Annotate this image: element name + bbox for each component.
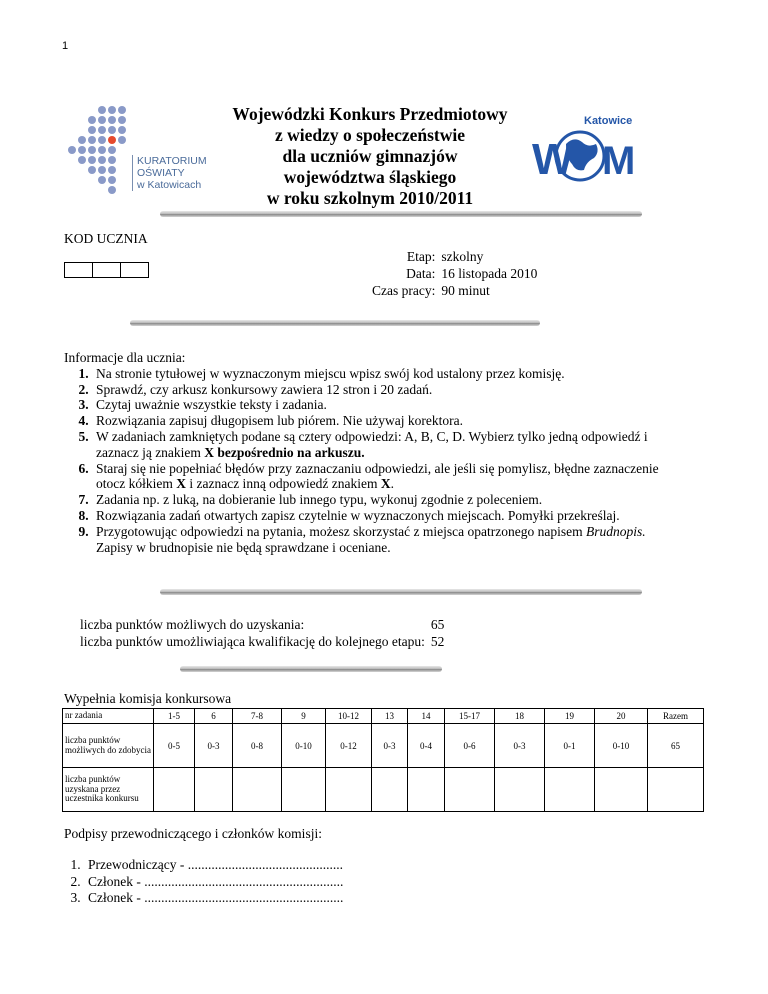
divider — [160, 211, 642, 217]
task-number-cell: 1-5 — [154, 709, 195, 724]
table-row — [63, 709, 704, 724]
qualification-label: liczba punktów umożliwiająca kwalifikację do kolejnego etapu: — [80, 634, 425, 649]
date-value: 16 listopada 2010 — [441, 266, 538, 281]
earned-points-cell[interactable] — [326, 768, 372, 812]
earned-points-cell[interactable] — [545, 768, 595, 812]
task-number-cell: 14 — [408, 709, 445, 724]
max-points-cell: 0-8 — [233, 724, 282, 768]
signature-line: 3. Członek - ........................................................... — [84, 890, 343, 907]
max-points-cell: 0-10 — [282, 724, 326, 768]
code-box[interactable] — [121, 263, 148, 277]
signature-line: 2. Członek - ........................................................... — [84, 874, 343, 891]
code-box[interactable] — [65, 263, 93, 277]
row-label: liczba punktów uzyskana przez uczestnika konkursu — [63, 768, 154, 812]
row-label: liczba punktów możliwych do zdobycia — [63, 724, 154, 768]
task-number-cell: 7-8 — [233, 709, 282, 724]
etap-value: szkolny — [441, 249, 484, 264]
instruction-text: W zadaniach zamkniętych podane są cztery odpowiedzi: A, B, C, D. Wybierz tylko jedną odpowiedź i zaznacz ją znakiem — [96, 428, 648, 460]
logo-line-3: w Katowicach — [137, 179, 202, 191]
table-row — [63, 724, 704, 768]
instruction-bold: X bezpośrednio na arkuszu. — [204, 444, 365, 460]
title-line-5: w roku szkolnym 2010/2011 — [266, 188, 474, 208]
etap-label: Etap: — [406, 249, 436, 264]
instructions-list — [64, 366, 684, 556]
earned-points-cell[interactable] — [648, 768, 704, 812]
code-box[interactable] — [93, 263, 121, 277]
kuratorium-logo — [68, 103, 218, 198]
exam-info — [372, 248, 537, 299]
instruction-bold: X — [176, 476, 186, 492]
wom-globe-icon — [528, 104, 636, 196]
earned-points-cell[interactable] — [282, 768, 326, 812]
svg-text:M: M — [602, 139, 636, 183]
qualification-value: 52 — [430, 634, 445, 649]
earned-points-cell[interactable] — [154, 768, 195, 812]
task-number-cell: 15-17 — [445, 709, 495, 724]
logo-line-2: OŚWIATY — [137, 167, 185, 179]
instruction-item: 4. Rozwiązania zapisuj długopisem lub piórem. Nie używaj korektora. — [92, 413, 684, 429]
earned-points-cell[interactable] — [372, 768, 408, 812]
task-number-cell: 6 — [195, 709, 233, 724]
max-points-cell: 0-3 — [495, 724, 545, 768]
row-label: nr zadania — [63, 709, 154, 724]
max-points-cell: 0-10 — [595, 724, 648, 768]
task-number-cell: 19 — [545, 709, 595, 724]
duration-label: Czas pracy: — [372, 283, 436, 298]
points-summary — [80, 616, 444, 650]
max-points-cell: 0-5 — [154, 724, 195, 768]
instruction-item: 7. Zadania np. z luką, na dobieranie lub innego typu, wykonuj zgodnie z poleceniem. — [92, 492, 684, 508]
max-points-cell: 0-6 — [445, 724, 495, 768]
max-points-cell: 0-3 — [195, 724, 233, 768]
student-code-boxes[interactable] — [64, 262, 149, 278]
task-number-cell: 9 — [282, 709, 326, 724]
instruction-text: i zaznacz inną odpowiedź znakiem — [185, 476, 381, 492]
logo-line-1: KURATORIUM — [137, 155, 207, 167]
score-table — [62, 708, 704, 812]
task-number-cell: Razem — [648, 709, 704, 724]
student-instructions — [64, 350, 684, 555]
max-points-cell: 0-4 — [408, 724, 445, 768]
divider — [130, 320, 540, 326]
earned-points-cell[interactable] — [195, 768, 233, 812]
instruction-item: 8. Rozwiązania zadań otwartych zapisz czytelnie w wyznaczonych miejscach. Pomyłki przekreślaj. — [92, 508, 684, 524]
instruction-item — [92, 461, 684, 493]
max-points-cell: 0-3 — [372, 724, 408, 768]
divider — [160, 589, 642, 595]
task-number-cell: 20 — [595, 709, 648, 724]
student-code-label: KOD UCZNIA — [64, 231, 148, 246]
date-label: Data: — [406, 266, 436, 281]
instruction-bold: X — [380, 476, 391, 492]
max-points-cell: 0-12 — [326, 724, 372, 768]
earned-points-cell[interactable] — [408, 768, 445, 812]
earned-points-cell[interactable] — [233, 768, 282, 812]
divider — [180, 666, 442, 672]
title-line-4: województwa śląskiego — [283, 167, 457, 187]
signatures-heading: Podpisy przewodniczącego i członków komisji: — [64, 826, 322, 841]
instruction-item — [92, 429, 684, 461]
instruction-item — [92, 524, 684, 556]
earned-points-cell[interactable] — [445, 768, 495, 812]
duration-value: 90 minut — [441, 283, 490, 298]
instruction-text: Przygotowując odpowiedzi na pytania, możesz skorzystać z miejsca opatrzonego napisem — [96, 523, 586, 539]
task-number-cell: 10-12 — [326, 709, 372, 724]
svg-text:Katowice: Katowice — [584, 115, 633, 127]
max-points-label: liczba punktów możliwych do uzyskania: — [80, 617, 305, 632]
table-row — [63, 768, 704, 812]
task-number-cell: 18 — [495, 709, 545, 724]
instruction-item: 1. Na stronie tytułowej w wyznaczonym miejscu wpisz swój kod ustalony przez komisję. — [92, 366, 684, 382]
page-number: 1 — [62, 40, 69, 52]
max-points-cell: 0-1 — [545, 724, 595, 768]
title-line-1: Wojewódzki Konkurs Przedmiotowy — [232, 104, 508, 124]
max-points-cell: 65 — [648, 724, 704, 768]
instruction-text: . — [390, 476, 395, 492]
instruction-text: Staraj się nie popełniać błędów przy zaznaczaniu odpowiedzi, ale jeśli się pomylisz, błędne zaznaczenie otocz kółkiem — [96, 460, 659, 492]
title-line-2: z wiedzy o społeczeństwie — [274, 125, 466, 145]
signature-line: 1. Przewodniczący - .............................................. — [84, 857, 343, 874]
kuratorium-logo-text — [132, 155, 207, 191]
instruction-italic: Brudnopis. — [585, 523, 646, 539]
earned-points-cell[interactable] — [595, 768, 648, 812]
svg-text:W: W — [532, 135, 574, 184]
earned-points-cell[interactable] — [495, 768, 545, 812]
task-number-cell: 13 — [372, 709, 408, 724]
instruction-item: 2. Sprawdź, czy arkusz konkursowy zawiera 12 stron i 20 zadań. — [92, 382, 684, 398]
instructions-heading: Informacje dla ucznia: — [64, 350, 186, 365]
dot-grid-icon — [68, 103, 132, 198]
max-points-value: 65 — [430, 617, 445, 632]
wom-logo — [528, 104, 636, 196]
committee-label: Wypełnia komisja konkursowa — [64, 691, 232, 706]
document-title — [200, 104, 540, 209]
signatures-list — [64, 857, 343, 907]
title-line-3: dla uczniów gimnazjów — [282, 146, 458, 166]
instruction-item: 3. Czytaj uważnie wszystkie teksty i zadania. — [92, 397, 684, 413]
instruction-text: Zapisy w brudnopisie nie będą sprawdzane i oceniane. — [96, 539, 391, 555]
